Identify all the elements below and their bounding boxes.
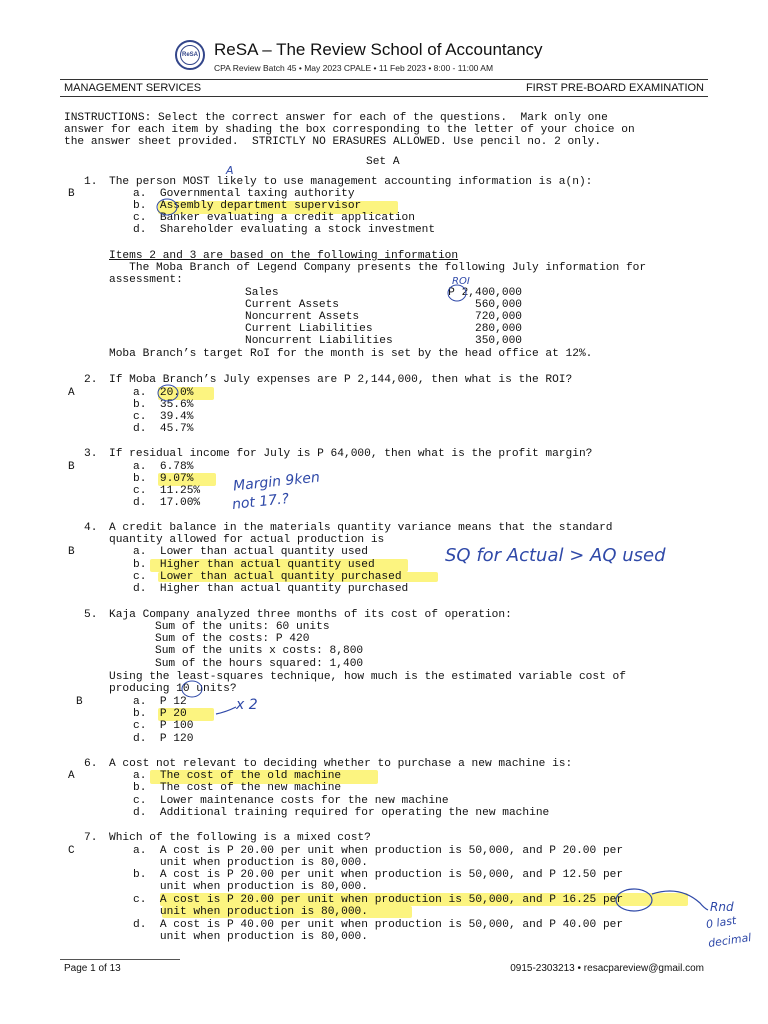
exam-title: FIRST PRE-BOARD EXAMINATION	[525, 82, 704, 94]
q4-choice-c: c. Lower than actual quantity purchased	[133, 571, 402, 583]
items23-target: Moba Branch’s target RoI for the month is set by the head office at 12%.	[109, 348, 593, 360]
info-cl-label: Current Liabilities	[245, 323, 373, 335]
q7-choice-b-line2: unit when production is 80,000.	[133, 881, 368, 893]
circle-sales-digit	[448, 285, 466, 301]
q5-line-2: producing 10 units?	[109, 683, 237, 695]
handwritten-roi-note: ROI	[452, 276, 470, 287]
q4-line-2: quantity allowed for actual production is	[109, 534, 385, 546]
info-sales-label: Sales	[245, 287, 279, 299]
q6-answer: A	[68, 770, 75, 782]
handwritten-q3-note-1: Margin 9ken	[232, 469, 321, 495]
q4-choice-b: b. Higher than actual quantity used	[133, 559, 375, 571]
q2-choice-c: c. 39.4%	[133, 411, 194, 423]
subject-title: MANAGEMENT SERVICES	[64, 82, 202, 94]
q3-choice-b: b. 9.07%	[133, 473, 194, 485]
q4-line-1: A credit balance in the materials quantity variance means that the standard	[109, 522, 613, 534]
q5-choice-b: b. P 20	[133, 708, 187, 720]
school-subline: CPA Review Batch 45 • May 2023 CPALE • 11 Feb 2023 • 8:00 - 11:00 AM	[214, 63, 494, 73]
q1-text: The person MOST likely to use management accounting information is a(n):	[109, 176, 593, 188]
q5-text: Kaja Company analyzed three months of its cost of operation:	[109, 609, 512, 621]
school-name: ReSA – The Review School of Accountancy	[214, 40, 543, 59]
q2-choice-b: b. 35.6%	[133, 399, 194, 411]
circle-q7-value	[616, 889, 652, 911]
q5-data-4: Sum of the hours squared: 1,400	[155, 658, 364, 670]
q6-choice-c: c. Lower maintenance costs for the new machine	[133, 795, 449, 807]
footer-rule	[60, 959, 180, 960]
arrow-q7	[652, 891, 708, 910]
instructions-line-1: INSTRUCTIONS: Select the correct answer for each of the questions. Mark only one	[64, 112, 608, 124]
q7-choice-c-line1: c. A cost is P 20.00 per unit when production is 50,000, and P 16.25 per	[133, 894, 624, 906]
q1-answer: B	[68, 188, 75, 200]
q4-number: 4.	[84, 522, 98, 534]
info-cl-value: 280,000	[475, 323, 522, 335]
q2-answer: A	[68, 387, 75, 399]
instructions-line-2: answer for each item by shading the box corresponding to the letter of your choice on	[64, 124, 635, 136]
info-sales-value: P 2,400,000	[448, 287, 522, 299]
q6-choice-b: b. The cost of the new machine	[133, 782, 342, 794]
q7-answer: C	[68, 845, 75, 857]
q5-line-1: Using the least-squares technique, how much is the estimated variable cost of	[109, 671, 626, 683]
logo-text: ReSA	[180, 45, 200, 65]
q2-choice-d: d. 45.7%	[133, 423, 194, 435]
handwritten-q7-note-2: 0 last	[705, 913, 738, 932]
q7-choice-d-line1: d. A cost is P 40.00 per unit when production is 50,000, and P 40.00 per	[133, 919, 624, 931]
q6-choice-a: a. The cost of the old machine	[133, 770, 342, 782]
info-ncl-value: 350,000	[475, 335, 522, 347]
handwritten-q7-note-3: decimal	[707, 931, 753, 950]
q5-data-2: Sum of the costs: P 420	[155, 633, 310, 645]
q7-number: 7.	[84, 832, 98, 844]
q3-text: If residual income for July is P 64,000, then what is the profit margin?	[109, 448, 593, 460]
q1-choice-b: b. Assembly department supervisor	[133, 200, 362, 212]
q5-number: 5.	[84, 609, 98, 621]
q7-text: Which of the following is a mixed cost?	[109, 832, 371, 844]
q5-choice-c: c. P 100	[133, 720, 194, 732]
q6-text: A cost not relevant to deciding whether to purchase a new machine is:	[109, 758, 573, 770]
q4-answer: B	[68, 546, 75, 558]
info-nca-value: 720,000	[475, 311, 522, 323]
handwritten-q7-note-1: Rnd	[710, 900, 734, 914]
handwritten-q5-note: x 2	[236, 697, 258, 713]
q7-choice-c-line2: unit when production is 80,000.	[133, 906, 368, 918]
q3-number: 3.	[84, 448, 98, 460]
page-number: Page 1 of 13	[64, 963, 121, 974]
q5-choice-d: d. P 120	[133, 733, 194, 745]
q3-answer: B	[68, 461, 75, 473]
q3-choice-c: c. 11.25%	[133, 485, 201, 497]
circle-q1-b	[157, 199, 177, 215]
q1-choice-d: d. Shareholder evaluating a stock investment	[133, 224, 436, 236]
set-label: Set A	[366, 156, 400, 168]
circle-q2-a	[158, 385, 178, 401]
footer-contact: 0915-2303213 • resacpareview@gmail.com	[510, 963, 704, 974]
info-ncl-label: Noncurrent Liabilities	[245, 335, 393, 347]
q1-number: 1.	[84, 176, 98, 188]
q2-choice-a: a. 20.0%	[133, 387, 194, 399]
items23-line-2: assessment:	[109, 274, 183, 286]
q5-answer: B	[76, 696, 83, 708]
q2-number: 2.	[84, 374, 98, 386]
q3-choice-d: d. 17.00%	[133, 497, 201, 509]
items23-heading: Items 2 and 3 are based on the following information	[109, 250, 459, 262]
q5-data-3: Sum of the units x costs: 8,800	[155, 645, 364, 657]
q6-choice-d: d. Additional training required for operating the new machine	[133, 807, 550, 819]
q1-choice-a: a. Governmental taxing authority	[133, 188, 355, 200]
q2-text: If Moba Branch’s July expenses are P 2,144,000, then what is the ROI?	[109, 374, 573, 386]
info-nca-label: Noncurrent Assets	[245, 311, 360, 323]
q7-choice-a-line1: a. A cost is P 20.00 per unit when production is 50,000, and P 20.00 per	[133, 845, 624, 857]
q7-choice-a-line2: unit when production is 80,000.	[133, 857, 368, 869]
circle-q5-10	[182, 681, 202, 697]
q1-choice-c: c. Banker evaluating a credit application	[133, 212, 415, 224]
info-ca-value: 560,000	[475, 299, 522, 311]
items23-line-1: The Moba Branch of Legend Company presents the following July information for	[109, 262, 647, 274]
handwritten-q1-mark: A	[226, 164, 234, 177]
info-ca-label: Current Assets	[245, 299, 339, 311]
q7-choice-d-line2: unit when production is 80,000.	[133, 931, 368, 943]
q4-choice-d: d. Higher than actual quantity purchased	[133, 583, 409, 595]
q5-data-1: Sum of the units: 60 units	[155, 621, 330, 633]
q3-choice-a: a. 6.78%	[133, 461, 194, 473]
handwritten-q4-note: SQ for Actual > AQ used	[445, 545, 666, 566]
arrow-q5	[216, 707, 236, 714]
handwritten-q3-note-2: not 17.?	[231, 491, 290, 513]
q7-choice-b-line1: b. A cost is P 20.00 per unit when production is 50,000, and P 12.50 per	[133, 869, 624, 881]
instructions-line-3: the answer sheet provided. STRICTLY NO ERASURES ALLOWED. Use pencil no. 2 only.	[64, 136, 602, 148]
q4-choice-a: a. Lower than actual quantity used	[133, 546, 368, 558]
q6-number: 6.	[84, 758, 98, 770]
q5-choice-a: a. P 12	[133, 696, 187, 708]
